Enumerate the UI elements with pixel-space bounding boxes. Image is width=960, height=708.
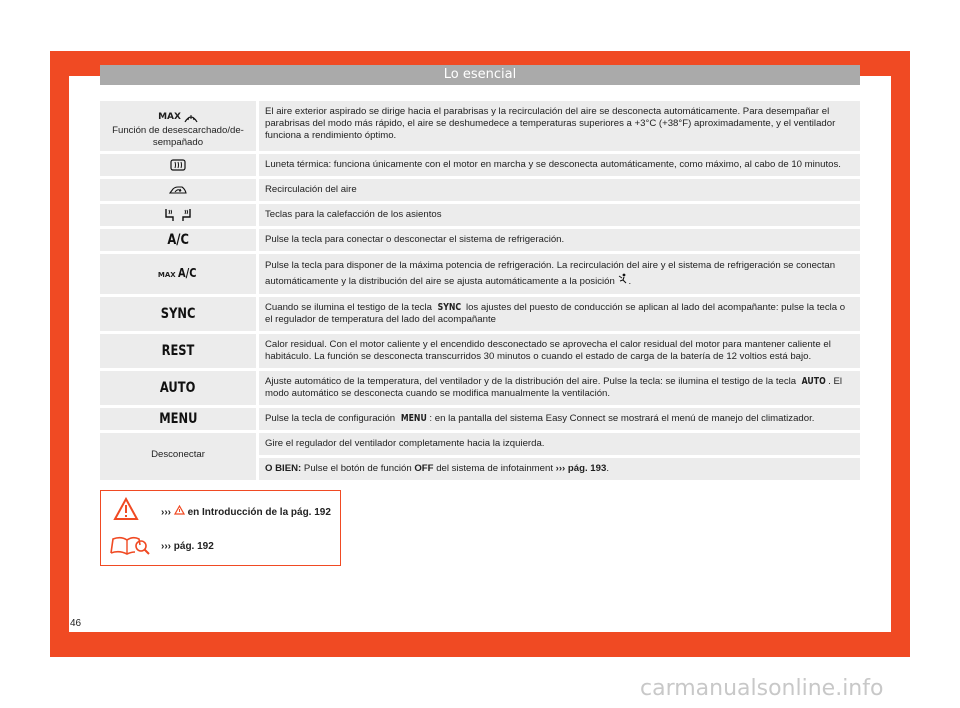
table-row	[100, 229, 860, 251]
table-row	[100, 334, 860, 368]
rear-window-heater-icon	[170, 159, 186, 171]
manual-magnifier-icon	[109, 533, 151, 557]
row-key	[100, 371, 256, 405]
row-key	[100, 254, 256, 294]
sync-key-symbol: SYNC	[160, 306, 196, 322]
row-key	[100, 204, 256, 226]
max-defrost-icon: MAX	[158, 111, 198, 123]
seat-heater-left-icon	[163, 208, 175, 222]
table-row	[100, 254, 860, 294]
table-row	[100, 204, 860, 226]
page-reference-link[interactable]: ››› pág. 193	[555, 463, 607, 474]
controls-table	[100, 101, 860, 483]
table-row	[100, 179, 860, 201]
row-key	[100, 297, 256, 331]
table-row	[100, 408, 860, 430]
row-key	[100, 101, 256, 151]
rest-key-symbol: REST	[161, 343, 195, 359]
watermark: carmanualsonline.info	[640, 676, 884, 701]
menu-key-symbol: MENU	[158, 411, 198, 427]
row-key	[100, 179, 256, 201]
row-key	[100, 229, 256, 251]
row-description: Pulse la tecla para conectar o desconectar el sistema de refrigeración.	[259, 229, 860, 251]
table-row	[100, 101, 860, 151]
ac-key-symbol: A/C	[167, 232, 189, 248]
row-description: Ajuste automático de la temperatura, del ventilador y de la distribución del aire. Pulse la tecla: se ilumina el testigo de la tecla AUTO . El modo automático se desconecta cuando se modifica manualmente la ventilación.	[259, 371, 860, 405]
warning-inline-icon	[174, 505, 185, 515]
page-number: 46	[70, 618, 82, 629]
row-description: Pulse la tecla para disponer de la máxima potencia de refrigeración. La recirculación del aire y el sistema de refrigeración se conectan automáticamente y la distribución del aire se ajusta automáticamente a la posición .	[259, 254, 860, 294]
menu-inline-symbol: MENU	[400, 413, 427, 424]
section-header: Lo esencial	[100, 65, 860, 85]
warning-box	[100, 490, 341, 566]
off-inline-symbol: OFF	[414, 463, 434, 474]
table-row	[100, 433, 860, 480]
seat-heater-right-icon	[181, 208, 193, 222]
row-key-label: Desconectar	[151, 449, 205, 460]
auto-inline-symbol: AUTO	[801, 376, 826, 387]
row-description: Teclas para la calefacción de los asientos	[259, 204, 860, 226]
row-description: Cuando se ilumina el testigo de la tecla SYNC los ajustes del puesto de conducción se aplican al lado del acompañante: pulse la tecla o el regulador de temperatura del lado del acompañante	[259, 297, 860, 331]
manual-page-reference[interactable]: ››› pág. 192	[161, 541, 214, 552]
row-description: Luneta térmica: funciona únicamente con el motor en marcha y se desconecta automáticamente, como máximo, al cabo de 10 minutos.	[259, 154, 860, 176]
auto-key-symbol: AUTO	[160, 380, 196, 396]
row-description: Pulse la tecla de configuración MENU : en la pantalla del sistema Easy Connect se mostrará el menú de manejo del climatizador.	[259, 408, 860, 430]
row-key	[100, 334, 256, 368]
max-prefix: MAX	[157, 271, 176, 279]
warning-reference[interactable]: ››› en Introducción de la pág. 192	[161, 507, 331, 518]
row-key-label: Función de desescarchado/de-sempañado	[112, 125, 244, 148]
table-row	[100, 297, 860, 331]
table-row	[100, 371, 860, 405]
max-ac-key-symbol: A/C	[177, 266, 197, 280]
row-key	[100, 154, 256, 176]
row-key	[100, 408, 256, 430]
row-key	[100, 433, 256, 480]
table-row	[100, 154, 860, 176]
row-description: Recirculación del aire	[259, 179, 860, 201]
row-description: Gire el regulador del ventilador completamente hacia la izquierda.	[259, 433, 860, 455]
row-description-group	[259, 433, 860, 480]
row-description-text: Pulse la tecla para disponer de la máxima potencia de refrigeración. La recirculación del aire y el sistema de refrigeración se conectan automáticamente y la distribución del aire se ajusta automáticamente a la posición	[265, 260, 836, 287]
air-recirculation-icon	[169, 184, 187, 196]
row-description: Calor residual. Con el motor caliente y el encendido desconectado se aprovecha el calor residual del motor para mantener caliente el habitáculo. La función se desconecta transcurridos 30 minutos o cuando el estado de carga de la batería de 12 voltios está bajo.	[259, 334, 860, 368]
row-description: El aire exterior aspirado se dirige hacia el parabrisas y la recirculación del aire se desconecta automáticamente. Para desempañar el parabrisas del modo más rápido, el aire se deshumedece a temperaturas superiores a +3°C (+38°F) aproximadamente, y el ventilador funciona a rendimiento óptimo.	[259, 101, 860, 151]
warning-triangle-icon	[113, 497, 139, 521]
sync-inline-symbol: SYNC	[437, 302, 461, 313]
air-distribution-icon	[618, 273, 629, 284]
row-description: O BIEN: Pulse el botón de función OFF del sistema de infotainment ››› pág. 193.	[259, 458, 860, 480]
